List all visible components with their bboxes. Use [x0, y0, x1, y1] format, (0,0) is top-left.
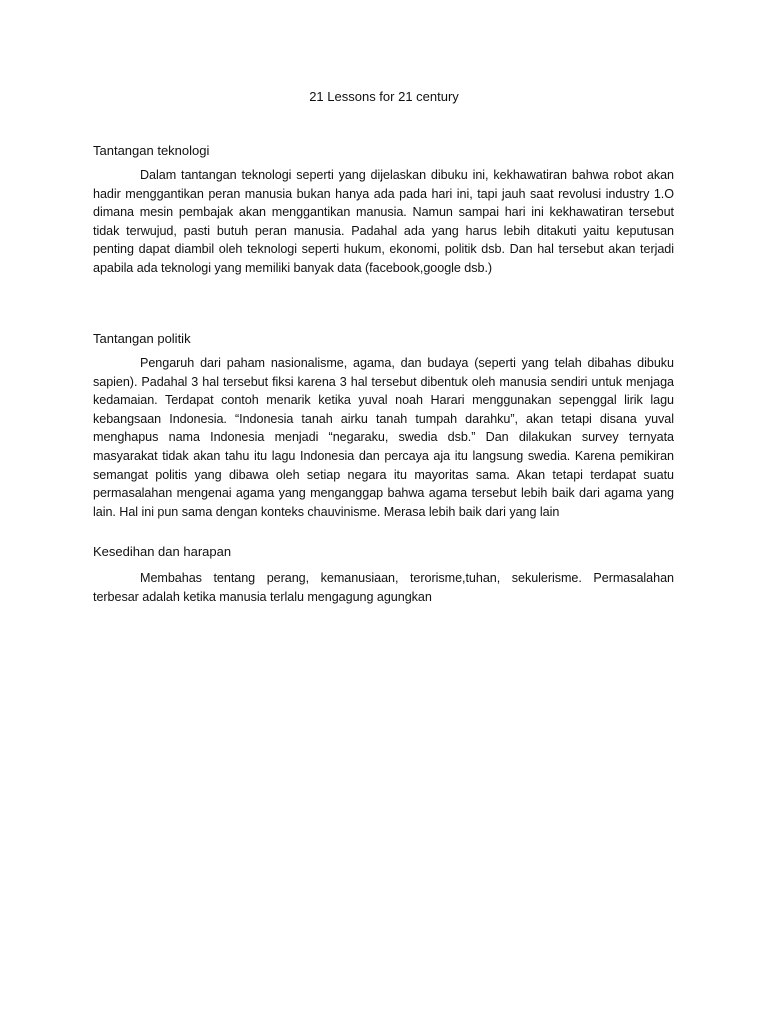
section-heading-technology: Tantangan teknologi — [93, 143, 210, 158]
document-title: 21 Lessons for 21 century — [309, 89, 459, 104]
section-paragraph-politics: Pengaruh dari paham nasionalisme, agama, dan budaya (seperti yang telah dibahas dibuku sapien). Padahal 3 hal tersebut fiksi karena 3 hal tersebut dibentuk oleh manusia sendiri untuk menjaga kedamaian. Terdapat contoh menarik ketika yuval noah Harari menggunakan sepenggal lirik lagu kebangsaan Indonesia. “Indonesia tanah airku tanah tumpah darahku”, akan tetapi disana yuval menghapus nama Indonesia menjadi “negaraku, swedia dsb.” Dan dilakukan survey ternyata masyarakat tidak akan tahu itu lagu Indonesia dan percaya aja itu langsung swedia. Karena pemikiran semangat politis yang dibawa oleh setiap negara itu mayoritas sama. Akan tetapi terdapat suatu permasalahan mengenai agama yang menganggap bahwa agama tersebut lebih baik dari agama yang lain. Hal ini pun sama dengan konteks chauvinisme. Merasa lebih baik dari yang lain — [93, 356, 674, 519]
section-heading-sadness-hope: Kesedihan dan harapan — [93, 544, 232, 559]
section-paragraph-technology: Dalam tantangan teknologi seperti yang dijelaskan dibuku ini, kekhawatiran bahwa robot akan hadir menggantikan peran manusia bukan hanya ada pada hari ini, tapi jauh saat revolusi industry 1.O dimana mesin pembajak akan menggantikan manusia. Namun sampai hari ini kekhawatiran tersebut tidak terwujud, pasti butuh peran manusia. Padahal ada yang harus lebih ditakuti yaitu keputusan penting dapat diambil oleh teknologi seperti hukum, ekonomi, politik dsb. Dan hal tersebut akan terjadi apabila ada teknologi yang memiliki banyak data (facebook,google dsb.) — [93, 168, 674, 275]
section-heading-politics: Tantangan politik — [93, 331, 191, 346]
section-paragraph-sadness-hope: Membahas tentang perang, kemanusiaan, terorisme,tuhan, sekulerisme. Permasalahan terbesar adalah ketika manusia terlalu mengagung agungkan — [93, 571, 674, 604]
